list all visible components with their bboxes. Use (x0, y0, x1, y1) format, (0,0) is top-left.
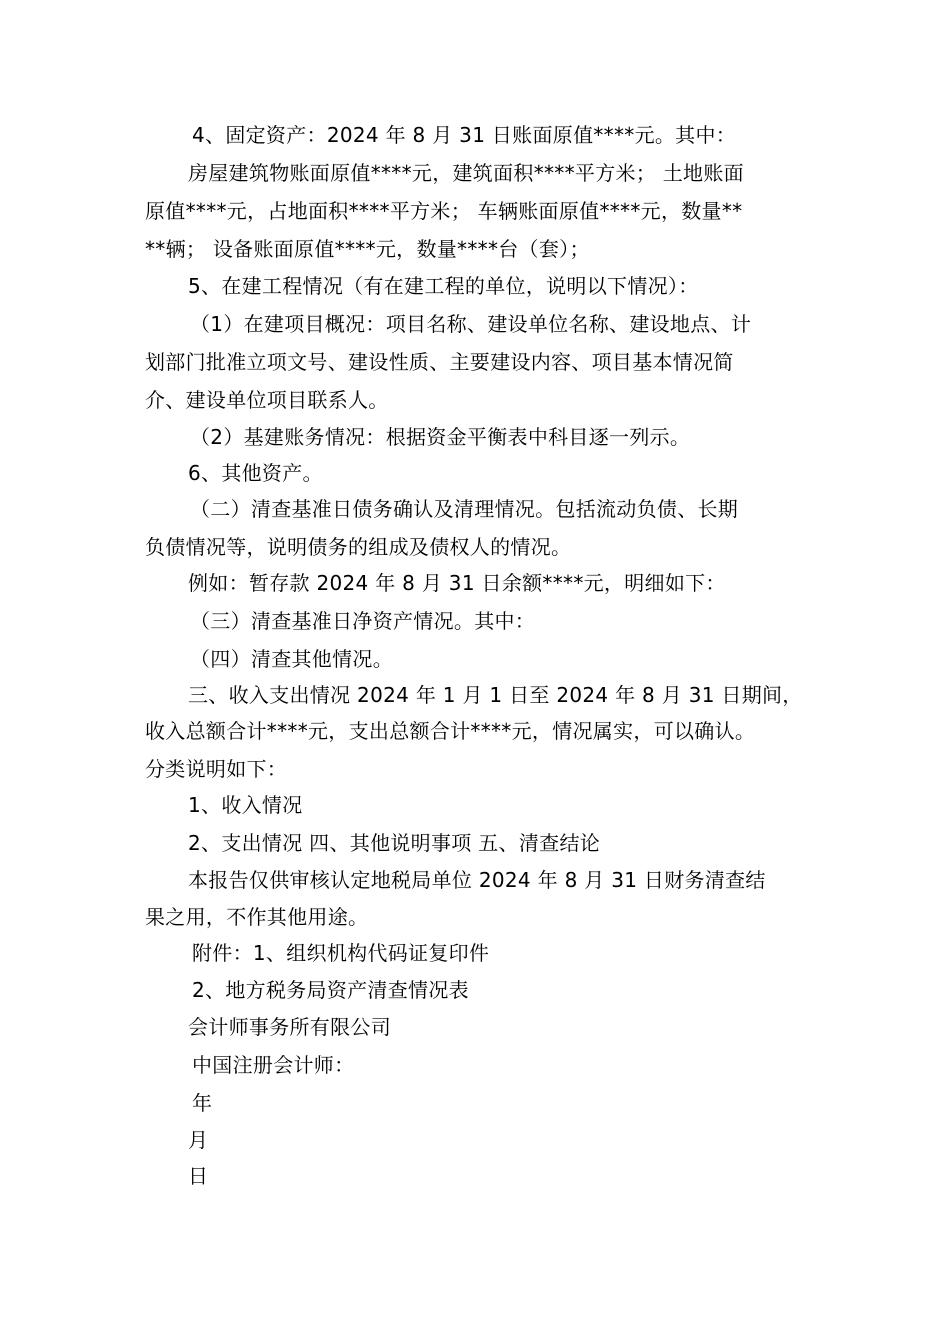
text-line: 会计师事务所有限公司 (188, 1015, 391, 1039)
text-line: （四）清查其他情况。 (190, 647, 393, 671)
text-line: 介、建设单位项目联系人。 (145, 388, 389, 412)
text-line: 年 (192, 1091, 213, 1115)
text-line: 附件：1、组织机构代码证复印件 (192, 941, 490, 965)
text-line: 6、其他资产。 (188, 461, 323, 485)
text-line: **辆； 设备账面原值****元，数量****台（套）； (145, 237, 590, 261)
text-line: 果之用，不作其他用途。 (145, 905, 369, 929)
text-line: 2、支出情况 四、其他说明事项 五、清查结论 (188, 831, 601, 855)
text-line: 收入总额合计****元，支出总额合计****元，情况属实，可以确认。 (145, 719, 756, 743)
text-line: 日 (188, 1164, 209, 1188)
text-line: 负债情况等，说明债务的组成及债权人的情况。 (145, 535, 572, 559)
text-line: （1）在建项目概况：项目名称、建设单位名称、建设地点、计 (190, 312, 752, 336)
text-line: 月 (188, 1128, 209, 1152)
text-line: （二）清查基准日债务确认及清理情况。包括流动负债、长期 (190, 497, 739, 521)
text-line: 5、在建工程情况（有在建工程的单位，说明以下情况）： (188, 274, 699, 298)
text-line: 原值****元，占地面积****平方米； 车辆账面原值****元，数量** (145, 199, 743, 223)
text-line: 例如：暂存款 2024 年 8 月 31 日余额****元，明细如下： (188, 571, 726, 595)
text-line: 4、固定资产：2024 年 8 月 31 日账面原值****元。其中： (192, 123, 737, 147)
text-line: 房屋建筑物账面原值****元，建筑面积****平方米； 土地账面 (188, 161, 744, 185)
text-line: 本报告仅供审核认定地税局单位 2024 年 8 月 31 日财务清查结 (188, 868, 766, 892)
text-line: 分类说明如下： (145, 757, 288, 781)
text-line: 中国注册会计师： (192, 1053, 355, 1077)
text-line: 划部门批准立项文号、建设性质、主要建设内容、项目基本情况简 (145, 350, 734, 374)
text-line: 2、地方税务局资产清查情况表 (192, 978, 469, 1002)
text-line: （2）基建账务情况：根据资金平衡表中科目逐一列示。 (190, 425, 691, 449)
text-line: （三）清查基准日净资产情况。其中： (190, 609, 536, 633)
text-line: 三、收入支出情况 2024 年 1 月 1 日至 2024 年 8 月 31 日期间， (188, 683, 803, 707)
text-line: 1、收入情况 (188, 793, 303, 817)
